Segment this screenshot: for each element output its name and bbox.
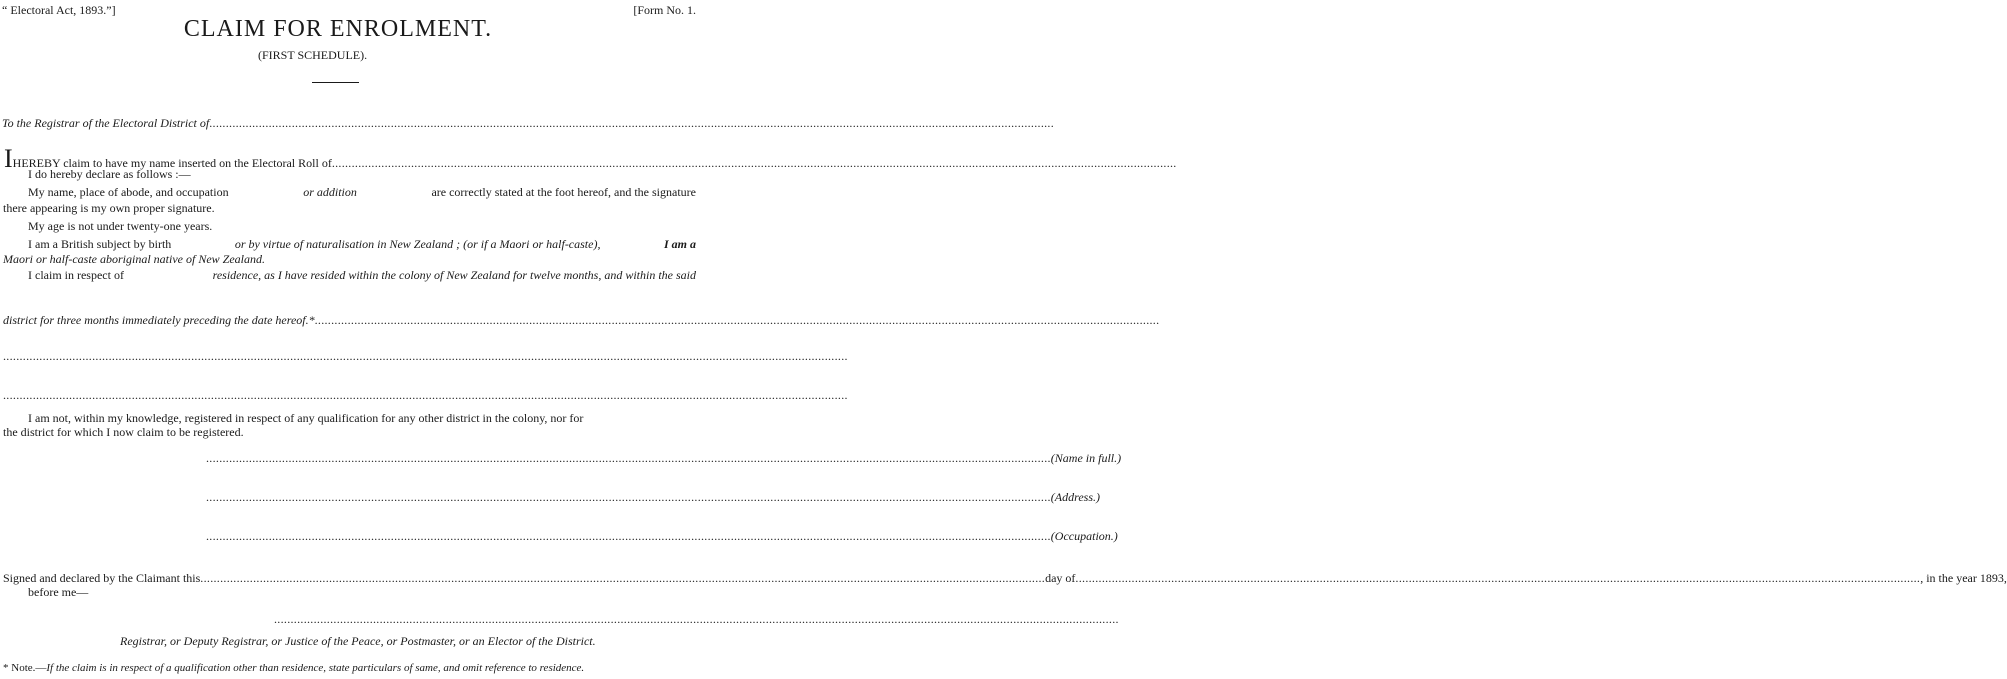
month-fill-line[interactable]: ................................................................................................................................................................................................................................................................ [1075,571,1921,585]
witness-capacity-text: Registrar, or Deputy Registrar, or Justice of the Peace, or Postmaster, or an Elector of the District. [120,634,596,648]
electoral-roll-fill-line[interactable]: ................................................................................................................................................................................................................................................................ [331,156,1177,170]
occupation-fill-line[interactable]: ................................................................................................................................................................................................................................................................ [206,529,1051,543]
footnote-label: * Note.— [3,662,47,674]
address-label: (Address.) [1050,490,1101,504]
page-subtitle: (FIRST SCHEDULE). [258,48,368,62]
qualification-fill-line-2[interactable]: ................................................................................................................................................................................................................................................................ [3,388,848,402]
hereby-claim-line: I HEREBY claim to have my name inserted on the Electoral Roll of ................................................................................................................................................................................................................................................................ [4,144,1177,173]
address-line [206,490,1101,504]
footnote [3,661,584,675]
registrar-district-line: To the Registrar of the Electoral District of ................................................................................................................................................................................................................................................................ [2,116,1055,130]
not-registered-line-2: the district for which I now claim to be registered. [3,425,244,439]
page-title: CLAIM FOR ENROLMENT. [183,16,493,42]
day-fill-line[interactable]: ................................................................................................................................................................................................................................................................ [200,571,1046,585]
signed-declared-line: Signed and declared by the Claimant this ................................................................................................................................................................................................................................................................ day of ................................................................................................................................................................................................................................................................ , in the year 1893, [3,571,2007,585]
title-rule [312,82,359,83]
age-declaration: My age is not under twenty-one years. [28,219,213,233]
residence-claim-line-2: district for three months immediately preceding the date hereof.* ................................................................................................................................................................................................................................................................ [3,313,1160,327]
act-reference: “ Electoral Act, 1893.”] [2,3,116,17]
footnote-text: If the claim is in respect of a qualification other than residence, state particulars of same, and omit reference to residence. [46,662,585,674]
witness-signature-line[interactable]: ................................................................................................................................................................................................................................................................ [274,612,1119,626]
name-declaration-line-1: My name, place of abode, and occupation or addition are correctly stated at the foot hereof, and the signature [28,185,696,199]
occupation-line [206,529,1118,543]
name-in-full-line [206,451,1122,465]
before-me-text: before me— [28,585,89,599]
declare-text: I do hereby declare as follows :— [28,167,191,181]
address-fill-line[interactable]: ................................................................................................................................................................................................................................................................ [206,490,1051,504]
form-number: [Form No. 1. [633,3,696,17]
name-fill-line[interactable]: ................................................................................................................................................................................................................................................................ [206,451,1051,465]
drop-initial: I [4,144,13,173]
name-label: (Name in full.) [1050,451,1122,465]
british-subject-line-1: I am a British subject by birth or by virtue of naturalisation in New Zealand ; (or if a Maori or half-caste), I am a [28,237,696,251]
british-subject-line-2: Maori or half-caste aboriginal native of New Zealand. [3,252,265,266]
district-fill-line[interactable]: ................................................................................................................................................................................................................................................................ [209,116,1055,130]
qualification-fill-line-1[interactable]: ................................................................................................................................................................................................................................................................ [3,349,848,363]
not-registered-line-1: I am not, within my knowledge, registered in respect of any qualification for any other district in the colony, nor for [28,411,584,425]
occupation-label: (Occupation.) [1050,529,1118,543]
residence-fill-line[interactable]: ................................................................................................................................................................................................................................................................ [314,313,1160,327]
name-declaration-line-2: there appearing is my own proper signature. [3,201,215,215]
residence-claim-line-1: I claim in respect of residence, as I have resided within the colony of New Zealand for twelve months, and within the said [28,268,696,282]
